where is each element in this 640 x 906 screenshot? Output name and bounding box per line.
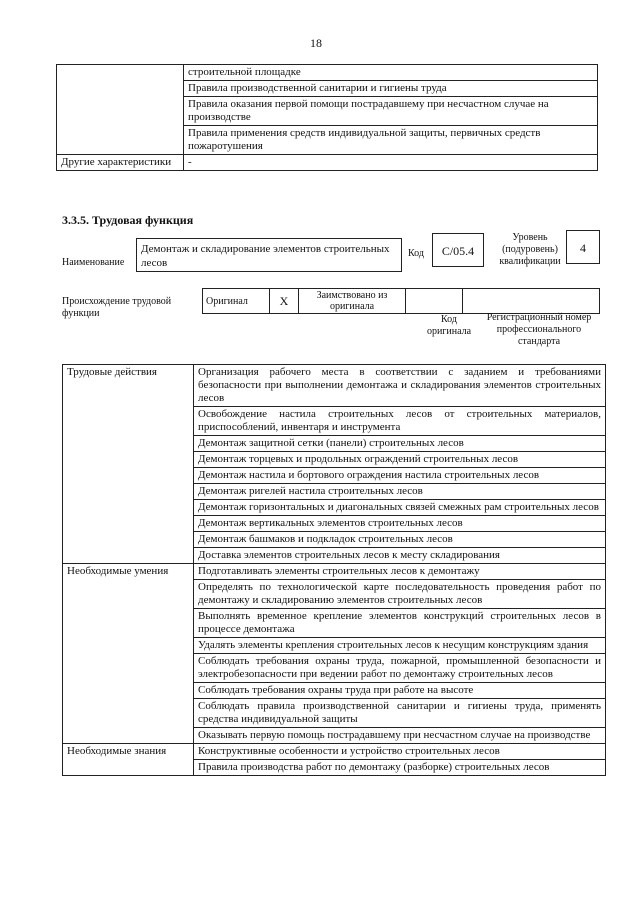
original-label: Оригинал xyxy=(203,289,270,314)
action-item: Освобождение настила строительных лесов от строительных материалов, приспособлений, инвентаря и инструмента xyxy=(194,407,606,436)
actions-label: Трудовые действия xyxy=(63,365,194,564)
skills-label: Необходимые умения xyxy=(63,564,194,744)
action-item: Демонтаж вертикальных элементов строительных лесов xyxy=(194,516,606,532)
action-item: Демонтаж башмаков и подкладок строительных лесов xyxy=(194,532,606,548)
skill-item: Подготавливать элементы строительных лесов к демонтажу xyxy=(194,564,606,580)
page-number: 18 xyxy=(310,36,322,50)
knowledge-item: Правила производственной санитарии и гигиены труда xyxy=(184,81,598,97)
knowledge-item: Конструктивные особенности и устройство строительных лесов xyxy=(194,744,606,760)
naimenovanie-value: Демонтаж и складирование элементов строительных лесов xyxy=(136,238,402,272)
knowledge-item: Правила применения средств индивидуальной защиты, первичных средств пожаротушения xyxy=(184,126,598,155)
empty-label-cell xyxy=(57,65,184,155)
action-item: Организация рабочего места в соответствии с заданием и требованиями безопасности при выполнении демонтажа и складирования элементов строительных лесов xyxy=(194,365,606,407)
reg-caption: Регистрационный номер профессионального стандарта xyxy=(486,312,592,347)
kod-value: C/05.4 xyxy=(432,233,484,267)
origin-label: Происхождение трудовой функции xyxy=(62,296,172,319)
knowledge-label: Необходимые знания xyxy=(63,744,194,776)
action-item: Демонтаж торцевых и продольных ограждений строительных лесов xyxy=(194,452,606,468)
skill-item: Соблюдать требования охраны труда при работе на высоте xyxy=(194,683,606,699)
knowledge-item: строительной площадке xyxy=(184,65,598,81)
code-caption: Код оригинала xyxy=(426,314,472,337)
other-characteristics-value: - xyxy=(184,155,598,171)
knowledge-item: Правила производства работ по демонтажу (разборке) строительных лесов xyxy=(194,760,606,776)
skill-item: Удалять элементы крепления строительных лесов к несущим конструкциям здания xyxy=(194,638,606,654)
level-value: 4 xyxy=(566,230,600,264)
action-item: Демонтаж настила и бортового ограждения настила строительных лесов xyxy=(194,468,606,484)
original-code-cell xyxy=(406,289,463,314)
borrowed-label: Заимствовано из оригинала xyxy=(299,289,406,314)
skill-item: Оказывать первую помощь пострадавшему при несчастном случае на производстве xyxy=(194,728,606,744)
skill-item: Соблюдать правила производственной санитарии и гигиены труда, применять средства индивидуальной защиты xyxy=(194,699,606,728)
top-table xyxy=(56,64,598,171)
action-item: Демонтаж защитной сетки (панели) строительных лесов xyxy=(194,436,606,452)
reg-number-cell xyxy=(463,289,600,314)
section-title: 3.3.5. Трудовая функция xyxy=(62,213,194,227)
skill-item: Определять по технологической карте последовательность проведения работ по демонтажу и складированию элементов строительных лесов xyxy=(194,580,606,609)
action-item: Демонтаж ригелей настила строительных лесов xyxy=(194,484,606,500)
origin-table xyxy=(202,288,600,314)
knowledge-item: Правила оказания первой помощи пострадавшему при несчастном случае на производстве xyxy=(184,97,598,126)
skill-item: Выполнять временное крепление элементов конструкций строительных лесов в процессе демонтажа xyxy=(194,609,606,638)
main-table xyxy=(62,364,606,776)
other-characteristics-label: Другие характеристики xyxy=(57,155,184,171)
original-mark: X xyxy=(270,289,299,314)
action-item: Демонтаж горизонтальных и диагональных связей смежных рам строительных лесов xyxy=(194,500,606,516)
action-item: Доставка элементов строительных лесов к месту складирования xyxy=(194,548,606,564)
kod-label: Код xyxy=(408,248,424,259)
naimenovanie-label: Наименование xyxy=(62,257,125,268)
level-label: Уровень (подуровень) квалификации xyxy=(499,232,561,267)
skill-item: Соблюдать требования охраны труда, пожарной, промышленной безопасности и электробезопасности при ведении работ по демонтажу строительных лесов xyxy=(194,654,606,683)
